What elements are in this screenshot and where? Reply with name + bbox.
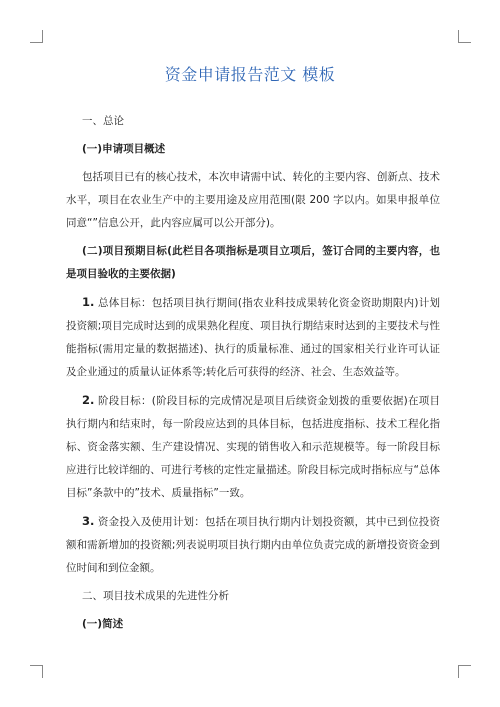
crop-mark-top-right <box>458 30 471 43</box>
item-3-paragraph <box>66 510 440 580</box>
item-1-body: 总体目标：包括项目执行期间(指农业科技成果转化资金资助期限内)计划投资额;项目完成时达到的成果熟化程度、项目执行期结束时达到的主要技术与性能指标(需用定量的数据描述)、执行的质量标准、通过的国家相关行业许可认证及企业通过的质量认证体系等;转化后可获得的经济、社会、生态效益等。 <box>66 297 440 378</box>
item-1-number: 1. <box>82 295 95 309</box>
item-2-body: 阶段目标：(阶段目标的完成情况是项目后续资金划拨的重要依据)在项目执行期内和结束时，每一阶段应达到的具体目标，包括进度指标、技术工程化指标、资金落实额、生产建设情况、实现的销售收入和示范规模等。每一阶段目标应进行比较详细的、可进行考核的定性定量描述。阶段目标完成时指标应与“总体目标”条款中的”技术、质量指标”一致。 <box>66 395 440 499</box>
item-3-body: 资金投入及使用计划：包括在项目执行期内计划投资额，其中已到位投资额和需新增加的投资额;列表说明项目执行期内由单位负责完成的新增投资资金到位时间和到位金额。 <box>66 516 441 574</box>
crop-mark-bottom-left <box>30 665 43 678</box>
section-2-heading: 二、项目技术成果的先进性分析 <box>82 590 229 602</box>
item-2-paragraph <box>66 389 440 505</box>
section-1-2-heading: (二)项目预期目标(此栏目各项指标是项目立项后，签订合同的主要内容，也是项目验收的主要依据) <box>66 245 440 280</box>
section-1-heading: 一、总论 <box>82 115 124 127</box>
item-3-number: 3. <box>82 514 95 528</box>
item-2-number: 2. <box>82 393 95 407</box>
item-1-paragraph <box>66 291 440 384</box>
section-2-1-heading: (一)简述 <box>82 618 124 630</box>
section-1-1-heading: (一)申请项目概述 <box>82 143 166 155</box>
crop-mark-top-left <box>30 30 43 43</box>
crop-mark-bottom-right <box>458 665 471 678</box>
document-title: 资金申请报告范文 模板 <box>164 65 336 84</box>
section-1-1-body: 包括项目已有的核心技术，本次申请需中试、转化的主要内容、创新点、技术水平，项目在农业生产中的主要用途及应用范围(限 200 字以内。如果申报单位同意“”信息公开，此内容应属可以公开部分)。 <box>66 171 440 229</box>
document-body <box>66 110 440 641</box>
